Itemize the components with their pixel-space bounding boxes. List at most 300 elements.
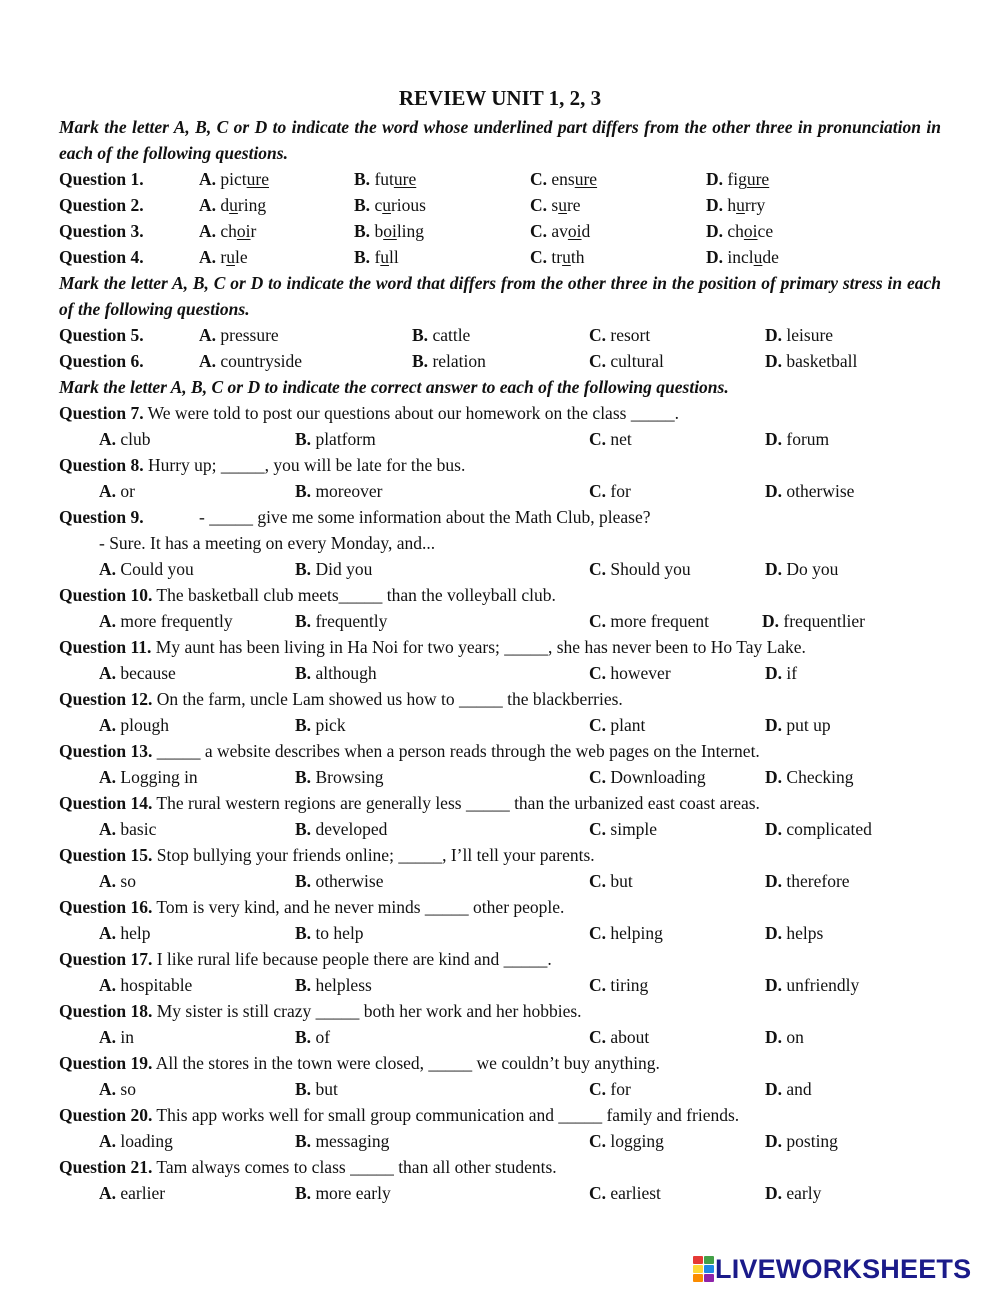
question-stem [59,582,556,608]
option-text: plough [120,715,170,735]
option-text: loading [120,1131,173,1151]
option-letter: B. [354,195,371,215]
option-letter: A. [199,195,217,215]
question-stem [59,1154,557,1180]
answer-option [589,1024,649,1050]
option-letter: D. [706,169,724,189]
option-text: more frequently [120,611,233,631]
answer-option [589,1076,631,1102]
option-text: hospitable [120,975,193,995]
option-text: Checking [786,767,854,787]
answer-option [589,478,631,504]
question-stem [59,738,760,764]
logo-square [704,1265,714,1273]
option-text: club [120,429,151,449]
option-word-part: ens [551,169,575,189]
option-letter: C. [589,481,607,501]
answer-option [589,426,632,452]
option-letter: A. [99,975,117,995]
option-text: resort [610,325,651,345]
answer-option [589,348,664,374]
answer-option [589,660,671,686]
answer-option [295,426,376,452]
option-text: otherwise [315,871,384,891]
question-text: Tam always comes to class _____ than all other students. [152,1157,557,1177]
answer-option [295,660,377,686]
option-word-part: r [220,247,227,267]
question-label: Question 14. [59,793,153,813]
option-letter: D. [765,767,783,787]
answer-option [199,322,279,348]
option-word-part: d [220,195,230,215]
option-letter: A. [99,611,117,631]
answer-option [706,192,765,218]
answer-option [99,764,198,790]
option-text: moreover [315,481,383,501]
answer-option [99,556,194,582]
option-letter: A. [99,1183,117,1203]
option-letter: B. [354,247,371,267]
question-label: Question 3. [59,221,144,241]
question-label: Question 15. [59,845,153,865]
question-text: I like rural life because people there are kind and _____. [152,949,552,969]
answer-option [354,166,416,192]
option-text: pressure [220,325,279,345]
question-text: Stop bullying your friends online; _____, I’ll tell your parents. [152,845,595,865]
option-letter: A. [199,247,217,267]
option-letter: B. [295,429,312,449]
option-letter: A. [199,351,217,371]
option-word-part: fut [374,169,394,189]
answer-option [765,920,823,946]
answer-option [589,322,650,348]
option-letter: D. [765,1079,783,1099]
answer-option [765,972,859,998]
option-letter: B. [295,871,312,891]
option-underlined-part: u [229,195,238,215]
option-letter: C. [589,923,607,943]
option-text: if [786,663,798,683]
option-underlined-part: ure [393,169,417,189]
question-text: All the stores in the town were closed, _____ we couldn’t buy anything. [152,1053,660,1073]
instruction-pronunciation: Mark the letter A, B, C or D to indicate the word whose underlined part differs from the other three in pronunciation in each of the following questions. [59,117,941,163]
option-text: for [610,481,631,501]
option-letter: C. [589,663,607,683]
question-label: Question 12. [59,689,153,709]
answer-option [199,192,266,218]
option-text: cultural [610,351,664,371]
question-label: Question 11. [59,637,152,657]
answer-option [99,712,169,738]
option-word-part: r [250,221,257,241]
question-label: Question 10. [59,585,153,605]
option-letter: C. [530,221,548,241]
question-text: The basketball club meets_____ than the volleyball club. [152,585,556,605]
option-word-part: ll [389,247,399,267]
option-letter: C. [589,767,607,787]
option-letter: C. [589,559,607,579]
option-letter: B. [295,975,312,995]
option-word-part: s [551,195,559,215]
answer-option [765,712,831,738]
instruction-stress: Mark the letter A, B, C or D to indicate the word that differs from the other three in the position of primary stress in each of the following questions. [59,273,941,319]
option-letter: D. [765,923,783,943]
answer-option [412,322,470,348]
option-text: pick [315,715,346,735]
logo-square [693,1274,703,1282]
option-letter: C. [530,169,548,189]
option-underlined-part: oi [383,221,397,241]
option-letter: B. [295,1183,312,1203]
answer-option [589,556,691,582]
answer-option [762,608,865,634]
option-text: otherwise [786,481,855,501]
question-label: Question 20. [59,1105,153,1125]
option-text: more early [315,1183,391,1203]
option-letter: A. [99,559,117,579]
option-letter: D. [706,195,724,215]
question-label: Question 7. [59,403,144,423]
question-stem [59,686,623,712]
answer-option [295,816,387,842]
answer-option [530,244,584,270]
option-text: because [120,663,176,683]
answer-option [765,556,838,582]
option-text: relation [432,351,486,371]
option-letter: D. [765,351,783,371]
answer-option [99,478,135,504]
answer-option [354,244,399,270]
option-letter: B. [295,767,312,787]
answer-option [99,660,176,686]
answer-option [765,1128,838,1154]
answer-option [765,1180,821,1206]
option-letter: A. [99,1027,117,1047]
answer-option [765,426,829,452]
option-word-part: de [762,247,779,267]
question-stem [59,998,582,1024]
option-letter: A. [99,923,117,943]
option-letter: A. [99,767,117,787]
option-underlined-part: oi [743,221,758,241]
question-text: - _____ give me some information about the Math Club, please? [199,507,651,527]
answer-option [295,1128,389,1154]
option-letter: D. [706,247,724,267]
option-text: logging [610,1131,664,1151]
option-text: therefore [786,871,850,891]
question-label: Question 21. [59,1157,153,1177]
option-word-part: ch [220,221,237,241]
option-word-part: ce [757,221,774,241]
question-label: Question 18. [59,1001,153,1021]
option-letter: A. [199,325,217,345]
answer-option [765,816,872,842]
option-word-part: le [234,247,248,267]
option-text: frequently [315,611,388,631]
logo-square [693,1256,703,1264]
option-text: basketball [786,351,858,371]
liveworksheets-logo [693,1254,971,1284]
option-word-part: av [551,221,568,241]
option-text: countryside [220,351,303,371]
liveworksheets-logo-text: LIVEWORKSHEETS [715,1253,972,1284]
answer-option [99,1180,165,1206]
question-text: - Sure. It has a meeting on every Monday, and... [99,533,436,553]
option-word-part: c [374,195,383,215]
answer-option [765,322,833,348]
answer-option [295,920,364,946]
option-text: posting [786,1131,838,1151]
option-text: earlier [120,1183,166,1203]
answer-option [295,1024,330,1050]
answer-option [99,426,151,452]
option-word-part: th [570,247,585,267]
option-letter: C. [589,715,607,735]
option-letter: B. [295,923,312,943]
option-letter: D. [765,325,783,345]
option-text: Browsing [315,767,384,787]
option-underlined-part: u [753,247,763,267]
option-text: for [610,1079,631,1099]
option-underlined-part: oi [567,221,582,241]
option-text: frequentlier [783,611,866,631]
answer-option [99,816,156,842]
option-letter: B. [295,1131,312,1151]
answer-option [765,1024,804,1050]
answer-option [199,166,269,192]
option-text: helping [610,923,663,943]
option-letter: C. [589,975,607,995]
option-text: to help [315,923,364,943]
option-text: earliest [610,1183,661,1203]
option-word-part: re [566,195,581,215]
option-text: early [786,1183,822,1203]
answer-option [295,478,383,504]
answer-option [765,660,797,686]
question-text: _____ a website describes when a person reads through the web pages on the Internet. [152,741,760,761]
question-label: Question 2. [59,195,144,215]
option-text: and [786,1079,812,1099]
option-letter: B. [412,325,429,345]
option-letter: D. [765,715,783,735]
option-letter: A. [99,663,117,683]
option-letter: C. [589,429,607,449]
option-word-part: h [727,195,737,215]
option-text: Did you [315,559,373,579]
question-text: My aunt has been living in Ha Noi for two years; _____, she has never been to Ho Tay Lake. [151,637,806,657]
option-underlined-part: ure [246,169,269,189]
option-text: net [610,429,632,449]
option-letter: D. [762,611,780,631]
option-letter: D. [765,871,783,891]
answer-option [295,712,346,738]
answer-option [589,608,709,634]
option-text: or [120,481,135,501]
option-letter: D. [765,819,783,839]
page-title: REVIEW UNIT 1, 2, 3 [398,86,602,110]
question-stem [59,842,595,868]
answer-option [295,764,384,790]
option-letter: C. [589,1183,607,1203]
question-stem [59,1102,739,1128]
answer-option [589,920,663,946]
question-label: Question 17. [59,949,153,969]
option-letter: B. [295,481,312,501]
option-letter: D. [765,663,783,683]
answer-option [589,816,657,842]
answer-option [99,1024,134,1050]
option-letter: D. [706,221,724,241]
option-text: of [315,1027,331,1047]
option-word-part: pict [220,169,247,189]
option-underlined-part: ure [746,169,770,189]
question-label: Question 19. [59,1053,153,1073]
option-letter: A. [99,1131,117,1151]
liveworksheets-logo-icon [693,1256,713,1282]
answer-option [295,972,372,998]
option-text: forum [786,429,830,449]
answer-option [99,608,233,634]
answer-option [99,972,192,998]
option-word-part: f [374,247,381,267]
option-text: more frequent [610,611,710,631]
option-underlined-part: u [562,247,571,267]
option-text: Downloading [610,767,706,787]
answer-option [589,972,648,998]
answer-option [412,348,486,374]
option-text: cattle [432,325,471,345]
option-letter: B. [295,663,312,683]
option-word-part: b [374,221,384,241]
answer-option [530,218,590,244]
question-label: Question 16. [59,897,153,917]
option-text: however [610,663,671,683]
option-letter: A. [199,169,217,189]
option-text: unfriendly [786,975,860,995]
option-letter: A. [99,715,117,735]
option-letter: C. [589,325,607,345]
option-letter: B. [295,819,312,839]
option-letter: C. [589,1131,607,1151]
option-word-part: ch [727,221,744,241]
option-letter: C. [589,819,607,839]
option-text: in [120,1027,135,1047]
answer-option [295,1180,391,1206]
option-text: developed [315,819,388,839]
option-text: although [315,663,377,683]
answer-option [354,192,426,218]
question-stem [59,894,564,920]
option-letter: D. [765,559,783,579]
option-underlined-part: ure [574,169,598,189]
logo-square [704,1256,714,1264]
option-word-part: rry [744,195,766,215]
option-letter: A. [99,871,117,891]
answer-option [295,556,372,582]
answer-option [589,1180,661,1206]
option-underlined-part: u [380,247,390,267]
option-letter: D. [765,1183,783,1203]
option-letter: B. [295,611,312,631]
option-text: but [610,871,633,891]
answer-option [589,764,706,790]
option-letter: C. [589,351,607,371]
option-letter: D. [765,429,783,449]
option-underlined-part: u [558,195,567,215]
question-stem [59,790,760,816]
option-word-part: ring [237,195,267,215]
answer-option [199,244,248,270]
option-text: Could you [120,559,194,579]
question-text: We were told to post our questions about our homework on the class _____. [143,403,679,423]
answer-option [706,166,769,192]
option-letter: C. [589,871,607,891]
question-stem [59,400,679,426]
option-text: so [120,1079,136,1099]
answer-option [530,166,597,192]
option-text: Do you [786,559,839,579]
option-text: put up [786,715,831,735]
option-underlined-part: u [382,195,391,215]
option-letter: C. [530,195,548,215]
question-text: Tom is very kind, and he never minds _____ other people. [152,897,565,917]
option-letter: B. [295,715,312,735]
answer-option [706,218,773,244]
option-letter: B. [354,221,371,241]
question-text: Hurry up; _____, you will be late for the bus. [143,455,466,475]
answer-option [589,868,633,894]
option-word-part: rious [390,195,426,215]
question-label: Question 4. [59,247,144,267]
question-stem [59,1050,660,1076]
answer-option [765,348,857,374]
option-letter: B. [412,351,429,371]
option-text: about [610,1027,650,1047]
option-text: plant [610,715,646,735]
option-text: basic [120,819,157,839]
answer-option [765,868,850,894]
question-label: Question 5. [59,325,144,345]
question-label: Question 6. [59,351,144,371]
instruction-correct-answer: Mark the letter A, B, C or D to indicate the correct answer to each of the following questions. [59,377,729,397]
answer-option [99,1076,136,1102]
answer-option [706,244,779,270]
answer-option [530,192,581,218]
logo-square [693,1265,703,1273]
option-letter: B. [295,559,312,579]
answer-option [199,218,256,244]
option-word-part: incl [727,247,754,267]
question-stem [59,634,806,660]
option-letter: D. [765,975,783,995]
option-letter: C. [589,1027,607,1047]
answer-option [99,868,136,894]
answer-option [295,868,383,894]
option-letter: A. [199,221,217,241]
option-letter: D. [765,1027,783,1047]
answer-option [765,478,854,504]
option-letter: C. [589,611,607,631]
option-underlined-part: u [226,247,235,267]
question-text: This app works well for small group communication and _____ family and friends. [152,1105,740,1125]
question-stem [59,452,465,478]
option-text: Logging in [120,767,198,787]
answer-option [354,218,424,244]
question-text: My sister is still crazy _____ both her work and her hobbies. [152,1001,582,1021]
option-underlined-part: u [736,195,745,215]
option-text: complicated [786,819,872,839]
question-stem [59,504,144,530]
